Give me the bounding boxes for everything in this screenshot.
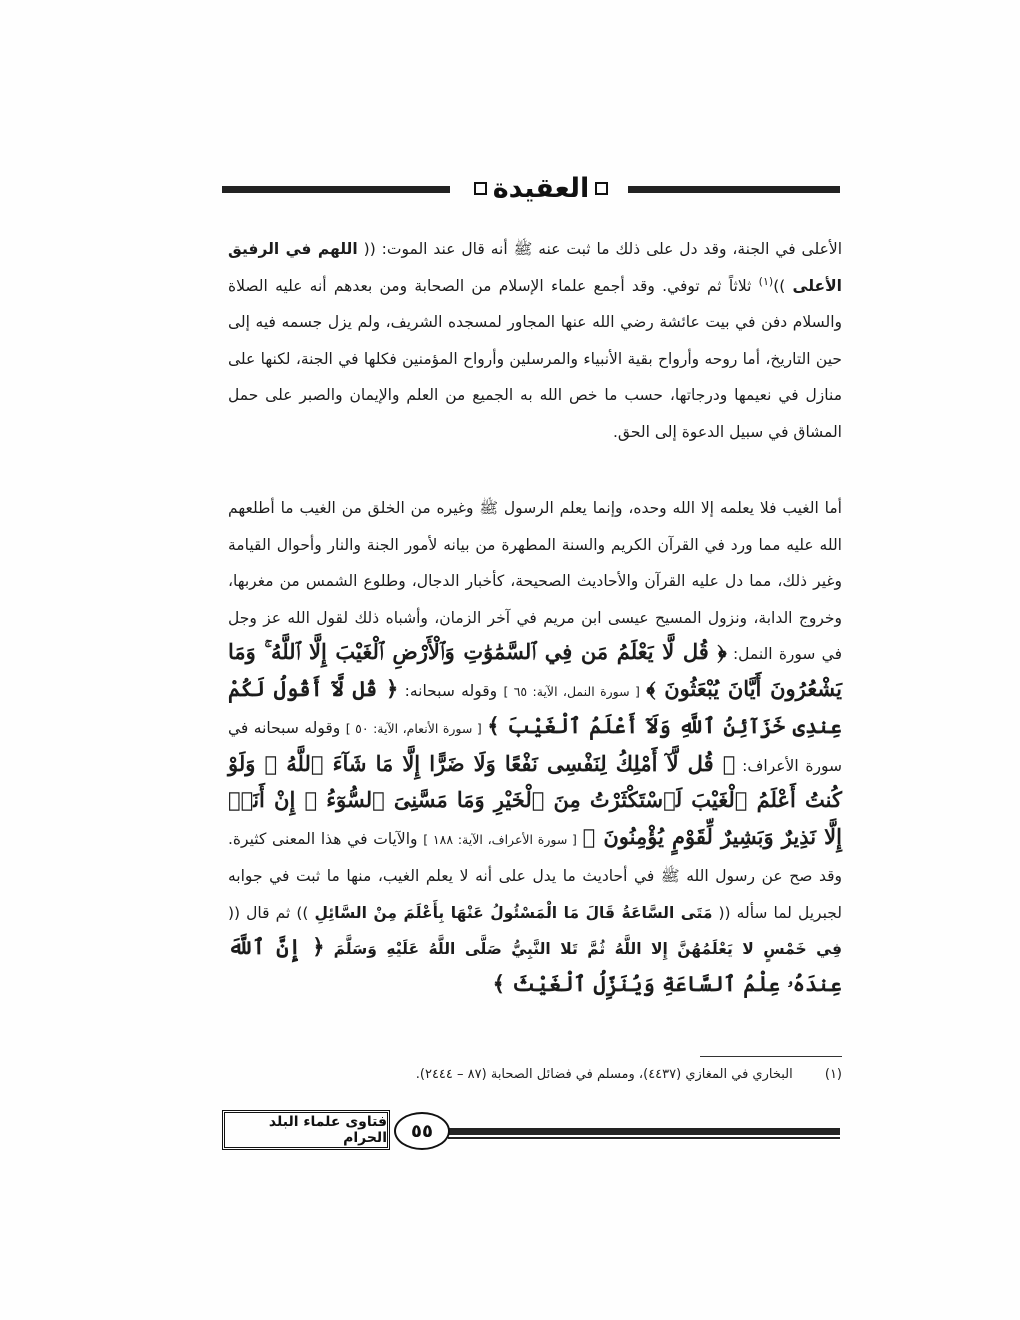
paragraph-1 <box>228 231 842 450</box>
page-number: ٥٥ <box>411 1120 433 1142</box>
hadith-quote-2: فِي خَمْسٍ لا يَعْلَمُهُنَّ إِلا اللَّهُ ثُمَّ تَلا النَّبِيُّ صَلَّى اللَّهُ عَلَيْهِ وَسَلَّمَ <box>333 940 842 958</box>
verse-reference-1: [ سورة النمل، الآية: ٦٥ ] <box>503 683 640 699</box>
chapter-header <box>222 168 840 208</box>
book-title-box <box>222 1110 390 1150</box>
para1-continuation: ثلاثاً ثم توفي. وقد أجمع علماء الإسلام من الصحابة ومن بعدهم أنه عليه الصلاة والسلام دفن في بيت عائشة رضي الله عنها المجاور لمسجده الشريف، ولم يزل جسمه فيه إلى حين التاريخ، أما روحه وأرواح بقية الأنبياء والمرسلين وأرواح المؤمنين فكلها في الجنة، لكنها على منازل في نعيمها ودرجاتها، حسب ما خص الله به الجميع من العلم والإيمان والصبر على حمل المشاق في سبيل الدعوة إلى الحق. <box>228 276 842 441</box>
para2-text-3: وقوله سبحانه في سورة الأعراف: <box>228 719 842 775</box>
quran-verse-3: ﴿ قُل لَّآ أَمْلِكُ لِنَفْسِى نَفْعًا وَلَا ضَرًّا إِلَّا مَا شَآءَ ٱللَّهُ ۚ وَلَوْ كُنتُ أَعْلَمُ ٱلْغَيْبَ لَٱسْتَكْثَرْتُ مِنَ ٱلْخَيْرِ وَمَا مَسَّنِىَ ٱلسُّوٓءُ ۚ إِنْ أَنَا۠ إِلَّا نَذِيرٌ وَبَشِيرٌ لِّقَوْمٍ يُؤْمِنُونَ ﴾ <box>228 750 842 849</box>
para2-text-4: والآيات في هذا المعنى كثيرة. وقد صح عن رسول الله ﷺ في أحاديث ما يدل على أنه لا يعلم الغيب، منها ما ثبت في جوابه لجبريل لما سأله (( <box>228 829 842 922</box>
square-ornament-icon <box>595 182 608 195</box>
paragraph-2 <box>228 490 842 1004</box>
footer-rule-thin <box>448 1137 840 1139</box>
hadith-quote-1: مَتَى السَّاعَةُ قَالَ مَا الْمَسْئُولُ عَنْهَا بِأَعْلَمَ مِنْ السَّائِلِ <box>314 903 713 922</box>
hadith-quote: اللهم في الرفيق الأعلى <box>228 240 842 295</box>
square-ornament-icon <box>474 182 487 195</box>
quran-verse-2: ﴿ قُل لَّآ أَقُولُ لَكُمْ عِندِى خَزَآئِنُ ٱللَّهِ وَلَآ أَعْلَمُ ٱلْغَيْبَ ﴾ <box>228 675 842 738</box>
quran-verse-4: ﴿ إِنَّ ٱللَّهَ عِندَهُۥ عِلْمُ ٱلسَّاعَةِ وَيُنَزِّلُ ٱلْغَيْثَ ﴾ <box>228 934 842 996</box>
page-footer <box>222 1108 840 1158</box>
chapter-title: العقيدة <box>492 172 590 204</box>
book-title: فتاوى علماء البلد الحرام <box>268 1114 387 1146</box>
chapter-title-wrap <box>454 168 628 208</box>
para1-text: الأعلى في الجنة، وقد دل على ذلك ما ثبت عنه ﷺ أنه قال عند الموت: (( <box>363 240 843 258</box>
footnote-text: البخاري في المغازي (٤٤٣٧)، ومسلم في فضائل الصحابة (٨٧ – ٢٤٤٤). <box>415 1067 793 1082</box>
footnote-marker[interactable]: (١) <box>758 274 774 288</box>
verse-reference-2: [ سورة الأنعام، الآية: ٥٠ ] <box>345 721 482 736</box>
header-rule-right <box>628 186 840 193</box>
header-rule-left <box>222 186 450 193</box>
para2-text-2: وقوله سبحانه: <box>404 681 498 700</box>
para2-text-1: أما الغيب فلا يعلمه إلا الله وحده، وإنما يعلم الرسول ﷺ وغيره من الخلق من الغيب ما أطلعهم الله عليه مما ورد في القرآن الكريم والسنة المطهرة من بيانه لأمور الجنة والنار وأحوال القيامة وغير ذلك، مما دل عليه القرآن والأحاديث الصحيحة، كأخبار الدجال، وطلوع الشمس من مغربها، وخروج الدابة، ونزول المسيح عيسى ابن مريم في آخر الزمان، وأشباه ذلك لقول الله عز وجل في سورة النمل: <box>228 499 842 663</box>
footer-rule <box>448 1128 840 1135</box>
para1-close: )) <box>773 276 786 295</box>
verse-reference-3: [ سورة الأعراف، الآية: ١٨٨ ] <box>423 831 577 847</box>
footnote <box>228 1067 842 1082</box>
footnote-number: (١) <box>824 1067 842 1082</box>
para2-text-5: )) ثم قال (( <box>228 903 309 922</box>
quran-verse-1: ﴿ قُل لَّا يَعْلَمُ مَن فِي ٱلسَّمَٰوَٰتِ وَٱلْأَرْضِ ٱلْغَيْبَ إِلَّا ٱللَّهُ ۚ وَمَا يَشْعُرُونَ أَيَّانَ يُبْعَثُونَ ﴾ <box>228 639 842 701</box>
page-number-oval <box>394 1112 450 1150</box>
footnote-divider <box>700 1056 842 1057</box>
